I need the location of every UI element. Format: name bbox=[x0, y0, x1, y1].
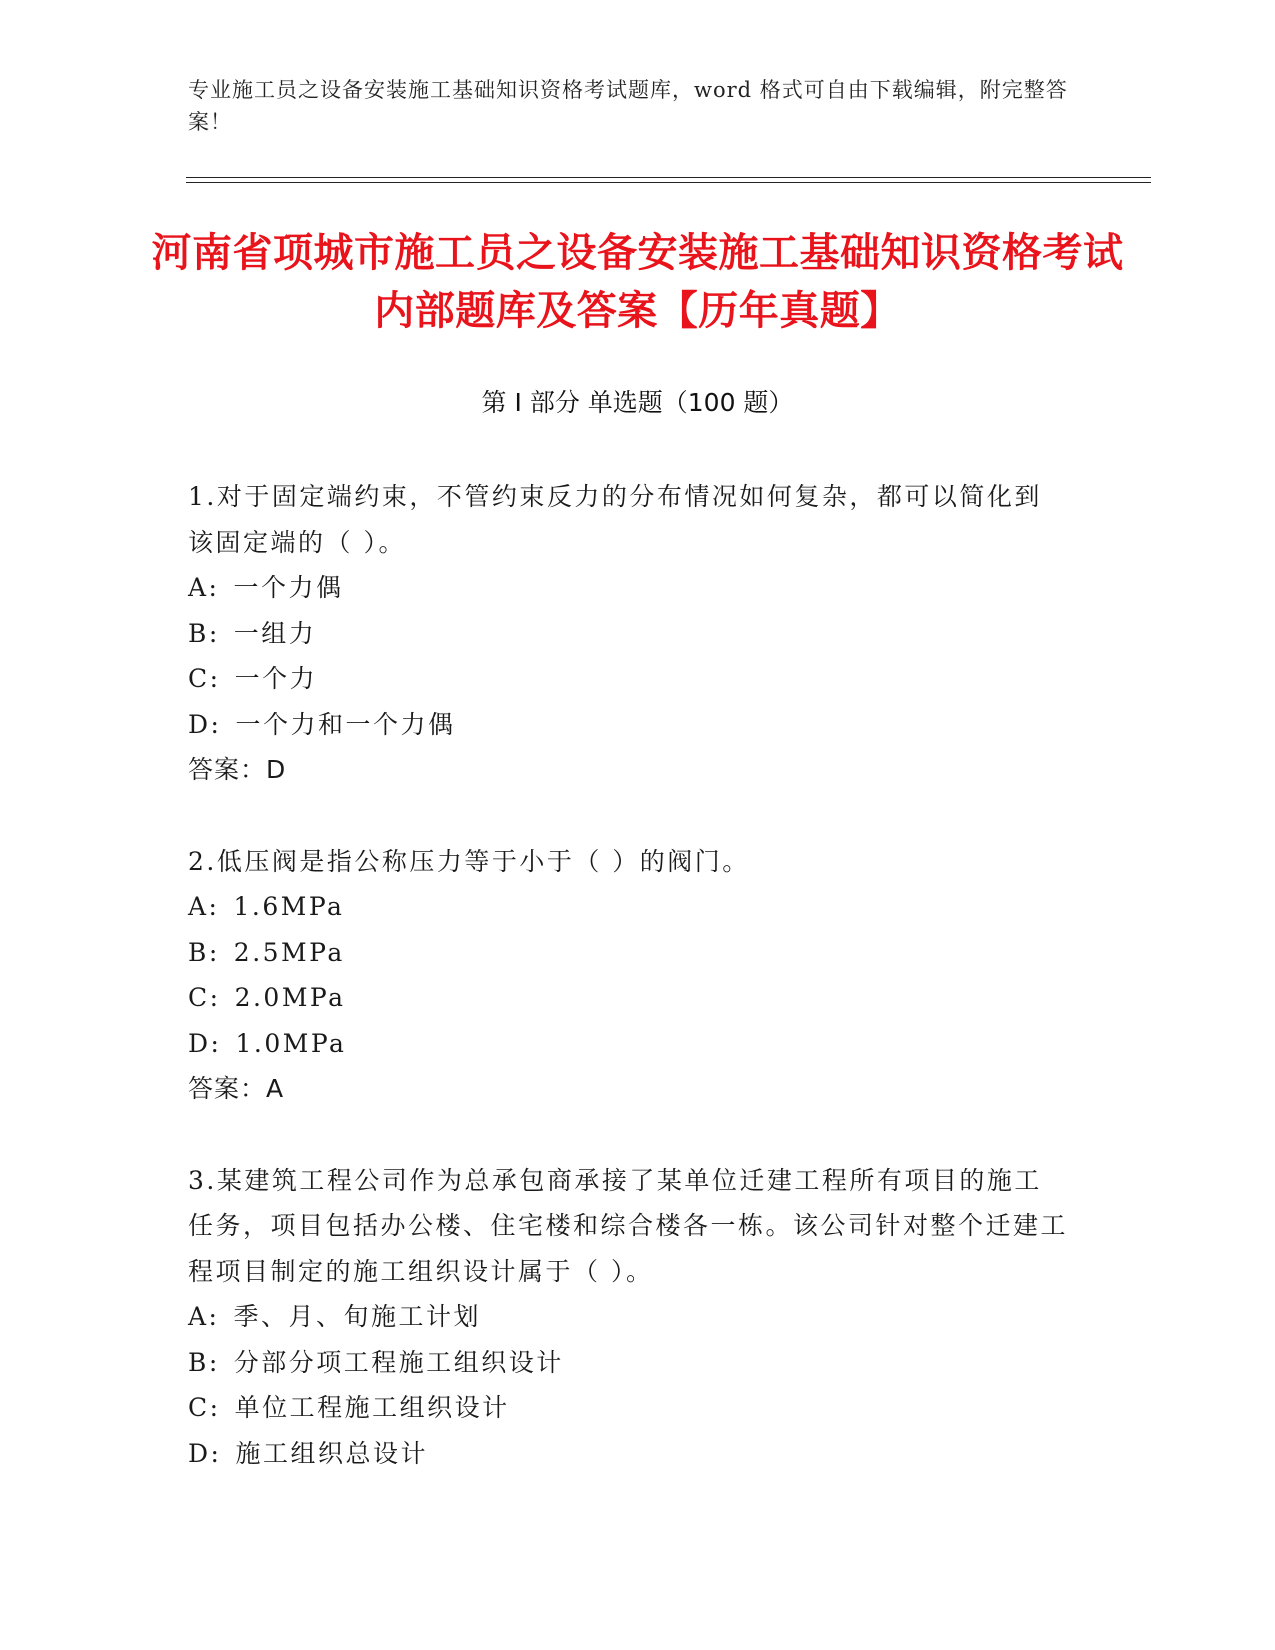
option-key: C: bbox=[188, 983, 221, 1012]
option-key: C: bbox=[188, 1393, 221, 1422]
option-text: 1.6MPa bbox=[233, 892, 345, 921]
document-title: 河南省项城市施工员之设备安装施工基础知识资格考试内部题库及答案【历年真题】 bbox=[151, 230, 1124, 334]
option-key: C: bbox=[188, 664, 221, 693]
option-text: 2.5MPa bbox=[233, 937, 345, 967]
question-stem: 1.对于固定端约束，不管约束反力的分布情况如何复杂，都可以简化到该固定端的（ ）。 bbox=[188, 482, 1042, 557]
question-item bbox=[188, 474, 1068, 793]
option-text: 分部分项工程施工组织设计 bbox=[233, 1347, 564, 1377]
header-divider-top bbox=[186, 177, 1151, 178]
option-key: A: bbox=[188, 892, 220, 921]
question-item bbox=[188, 1158, 1068, 1477]
option-text: 施工组织总设计 bbox=[235, 1438, 428, 1468]
option-text: 一个力偶 bbox=[233, 573, 344, 602]
option-key: D: bbox=[188, 1438, 222, 1468]
question-list bbox=[188, 474, 1068, 1522]
header-note: 专业施工员之设备安装施工基础知识资格考试题库，word 格式可自由下载编辑，附完整答案！ bbox=[188, 78, 1068, 134]
option-c bbox=[188, 656, 1068, 702]
option-a bbox=[188, 884, 1068, 930]
question-stem: 3.某建筑工程公司作为总承包商承接了某单位迁建工程所有项目的施工任务，项目包括办公楼、住宅楼和综合楼各一栋。该公司针对整个迁建工程项目制定的施工组织设计属于（ ）。 bbox=[188, 1165, 1069, 1286]
option-key: B: bbox=[188, 937, 220, 967]
answer-line: 答案：D bbox=[188, 755, 287, 784]
answer-line: 答案：A bbox=[188, 1074, 285, 1103]
option-b bbox=[188, 930, 1068, 976]
option-d bbox=[188, 702, 1068, 748]
option-key: B: bbox=[188, 1347, 220, 1377]
option-key: A: bbox=[188, 573, 220, 602]
section-heading: 第 I 部分 单选题（100 题） bbox=[481, 388, 794, 417]
option-text: 季、月、旬施工计划 bbox=[233, 1302, 481, 1331]
option-c bbox=[188, 1385, 1068, 1431]
option-text: 2.0MPa bbox=[234, 983, 346, 1012]
option-text: 一组力 bbox=[233, 618, 317, 648]
option-d bbox=[188, 1021, 1068, 1067]
option-key: A: bbox=[188, 1302, 220, 1331]
question-item bbox=[188, 839, 1068, 1112]
option-text: 单位工程施工组织设计 bbox=[234, 1393, 510, 1422]
option-key: D: bbox=[188, 1028, 222, 1058]
option-a bbox=[188, 565, 1068, 611]
option-a bbox=[188, 1294, 1068, 1340]
option-c bbox=[188, 975, 1068, 1021]
question-stem: 2.低压阀是指公称压力等于小于（ ）的阀门。 bbox=[188, 846, 750, 876]
option-text: 1.0MPa bbox=[235, 1028, 347, 1058]
option-text: 一个力和一个力偶 bbox=[235, 709, 456, 739]
option-key: D: bbox=[188, 709, 222, 739]
header-divider-bottom bbox=[186, 182, 1151, 183]
option-d bbox=[188, 1431, 1068, 1477]
option-b bbox=[188, 611, 1068, 657]
option-key: B: bbox=[188, 618, 220, 648]
option-text: 一个力 bbox=[234, 664, 318, 693]
option-b bbox=[188, 1340, 1068, 1386]
